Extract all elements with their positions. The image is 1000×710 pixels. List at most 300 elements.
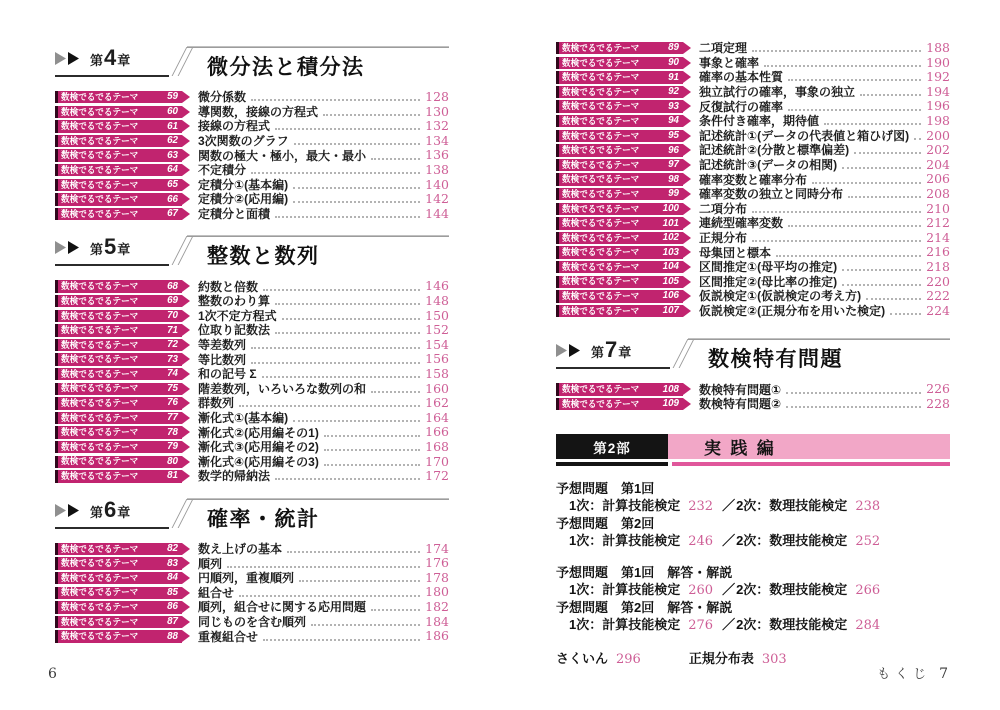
badge-label: 数検でるでるテーマ (562, 101, 640, 112)
theme-badge (556, 173, 683, 185)
chapter-slash-divider (172, 47, 194, 76)
practice-group-answers (556, 564, 950, 634)
left-page-number: 6 (48, 666, 57, 682)
practice-detail: 1次：計算技能検定 276 ／2次：数理技能検定 284 (556, 616, 950, 634)
badge-arrow-icon (182, 280, 190, 292)
theme-badge (556, 305, 683, 317)
toc-theme-row (55, 292, 449, 309)
theme-title: 約数と倍数 (198, 279, 259, 294)
toc-theme-row (556, 54, 950, 70)
chapter-6-section (55, 497, 449, 643)
badge-label: 数検でるでるテーマ (61, 572, 139, 584)
dotted-leader (294, 143, 420, 145)
theme-badge (55, 193, 182, 205)
theme-title: 重複組合せ (198, 629, 259, 644)
theme-badge (556, 290, 683, 302)
practice-page-number: 252 (855, 533, 881, 549)
badge-label: 数検でるでるテーマ (61, 397, 139, 409)
chapter-slash-divider (172, 236, 194, 265)
badge-arrow-icon (683, 383, 691, 395)
dotted-leader (764, 65, 921, 67)
dotted-leader (275, 332, 420, 334)
theme-title: 仮説検定①(仮説検定の考え方) (699, 289, 862, 304)
theme-number: 107 (662, 305, 679, 317)
theme-badge (556, 217, 683, 229)
badge-label: 数検でるでるテーマ (562, 71, 640, 83)
theme-page-number: 154 (425, 336, 449, 352)
toc-theme-row (55, 438, 449, 455)
theme-page-number: 190 (926, 54, 950, 70)
part-2-banner (556, 434, 950, 466)
dotted-leader (788, 79, 921, 81)
theme-page-number: 134 (425, 132, 449, 148)
theme-page-number: 222 (926, 288, 950, 304)
dotted-leader (251, 362, 420, 364)
toc-theme-row (55, 193, 449, 206)
toc-theme-row (55, 397, 449, 410)
theme-badge (55, 164, 182, 176)
theme-badge (55, 179, 182, 191)
theme-number: 95 (668, 129, 679, 141)
theme-page-number: 184 (425, 613, 449, 629)
toc-theme-row (556, 290, 950, 303)
toc-theme-row (556, 273, 950, 289)
theme-number: 98 (668, 173, 679, 185)
badge-arrow-icon (182, 193, 190, 205)
chapter-7-theme-list (556, 383, 950, 410)
theme-title: 関数の極大・極小，最大・最小 (198, 148, 367, 163)
theme-number: 100 (662, 202, 679, 214)
badge-label: 数検でるでるテーマ (61, 281, 139, 292)
badge-arrow-icon (182, 412, 190, 424)
theme-page-number: 226 (926, 381, 950, 397)
toc-theme-row (556, 115, 950, 128)
badge-label: 数検でるでるテーマ (61, 135, 139, 147)
theme-title: 数検特有問題① (699, 382, 782, 397)
badge-label: 数検でるでるテーマ (61, 427, 139, 438)
theme-page-number: 136 (425, 147, 449, 163)
chapter-slash-divider (172, 499, 194, 528)
badge-label: 数検でるでるテーマ (562, 217, 640, 229)
theme-page-number: 140 (425, 176, 449, 192)
dotted-leader (275, 303, 420, 305)
theme-number: 73 (167, 353, 178, 365)
badge-arrow-icon (683, 261, 691, 273)
theme-badge (556, 159, 683, 171)
right-page (556, 0, 950, 667)
chapter-4-theme-list (55, 91, 449, 220)
theme-page-number: 182 (425, 599, 449, 615)
dotted-leader (866, 298, 921, 300)
theme-badge (556, 203, 683, 215)
theme-badge (556, 42, 683, 54)
chapter-title: 確率・統計 (207, 507, 320, 531)
theme-number: 72 (167, 339, 178, 351)
dotted-leader (227, 566, 420, 568)
toc-theme-row (556, 395, 950, 412)
theme-badge (55, 135, 182, 147)
badge-arrow-icon (182, 339, 190, 351)
theme-badge (55, 397, 182, 409)
dotted-leader (788, 109, 921, 111)
theme-page-number: 144 (425, 205, 449, 221)
toc-theme-row (556, 156, 950, 173)
theme-number: 106 (662, 290, 679, 302)
theme-page-number: 130 (425, 103, 449, 119)
dotted-leader (251, 172, 420, 174)
theme-title: 確率の基本性質 (699, 70, 784, 85)
chapter-topline (187, 498, 449, 500)
badge-arrow-icon (683, 42, 691, 54)
badge-arrow-icon (683, 86, 691, 98)
badge-label: 数検でるでるテーマ (61, 587, 139, 598)
toc-theme-row (55, 176, 449, 192)
theme-title: 等比数列 (198, 352, 247, 367)
right-page-number: 7 (939, 666, 948, 682)
badge-arrow-icon (182, 295, 190, 307)
theme-badge (556, 130, 683, 142)
theme-badge (556, 71, 683, 83)
badge-label: 数検でるでるテーマ (61, 368, 139, 380)
theme-page-number: 170 (425, 453, 449, 469)
dotted-leader (293, 201, 420, 203)
badge-label: 数検でるでるテーマ (562, 203, 640, 214)
theme-title: 組合せ (198, 585, 235, 600)
toc-theme-row (55, 103, 449, 119)
theme-page-number: 176 (425, 555, 449, 571)
theme-badge (55, 280, 182, 292)
theme-page-number: 214 (926, 229, 950, 245)
toc-theme-row (556, 83, 950, 100)
theme-number: 103 (662, 246, 679, 258)
badge-arrow-icon (683, 57, 691, 69)
theme-number: 93 (668, 100, 679, 112)
theme-page-number: 204 (926, 156, 950, 172)
chapter-number-text: 第 4 章 (90, 45, 131, 70)
badge-label: 数検でるでるテーマ (562, 276, 640, 287)
badge-label: 数検でるでるテーマ (61, 120, 139, 132)
theme-page-number: 164 (425, 409, 449, 425)
theme-title: 和の記号 Σ (198, 367, 257, 382)
badge-label: 数検でるでるテーマ (562, 232, 640, 243)
chapter-5-theme-list (55, 280, 449, 482)
badge-arrow-icon (683, 159, 691, 171)
theme-number: 65 (167, 178, 178, 190)
theme-page-number: 208 (926, 185, 950, 201)
badge-label: 数検でるでるテーマ (61, 106, 139, 117)
theme-title: 二項定理 (699, 41, 748, 56)
theme-badge (55, 295, 182, 307)
theme-badge (556, 115, 683, 127)
badge-arrow-icon (182, 426, 190, 438)
toc-theme-row (55, 380, 449, 396)
theme-title: 漸化式①(基本編) (198, 410, 289, 425)
dotted-leader (842, 269, 921, 271)
dotted-leader (752, 211, 921, 213)
theme-number: 94 (668, 115, 679, 127)
dotted-leader (842, 284, 921, 286)
badge-label: 数検でるでるテーマ (61, 339, 139, 350)
dotted-leader (293, 187, 420, 189)
theme-page-number: 168 (425, 438, 449, 454)
theme-badge (55, 630, 182, 642)
chapter-7-header (556, 337, 950, 373)
dotted-leader (854, 152, 921, 154)
theme-badge (55, 339, 182, 351)
theme-number: 81 (167, 470, 178, 482)
badge-label: 数検でるでるテーマ (562, 42, 640, 54)
theme-number: 64 (167, 164, 178, 176)
badge-arrow-icon (683, 115, 691, 127)
theme-number: 99 (668, 188, 679, 200)
practice-page-number: 266 (855, 582, 881, 598)
badge-label: 数検でるでるテーマ (562, 305, 640, 316)
theme-page-number: 172 (425, 468, 449, 484)
theme-number: 91 (668, 71, 679, 83)
theme-page-number: 174 (425, 540, 449, 556)
dotted-leader (371, 391, 420, 393)
badge-label: 数検でるでるテーマ (61, 354, 139, 365)
badge-arrow-icon (182, 456, 190, 468)
toc-theme-row (556, 302, 950, 318)
theme-title: 順列，組合せに関する応用問題 (198, 600, 367, 615)
theme-title: 円順列，重複順列 (198, 571, 295, 586)
practice-group-questions (556, 480, 950, 550)
theme-page-number: 156 (425, 351, 449, 367)
theme-page-number: 158 (425, 365, 449, 381)
practice-page-number: 246 (688, 533, 714, 549)
index-page-number: 296 (616, 651, 641, 667)
toc-theme-row (556, 173, 950, 186)
theme-number: 108 (662, 383, 679, 395)
normal-table-label: 正規分布表 (688, 650, 754, 666)
theme-badge (556, 261, 683, 273)
theme-title: 順列 (198, 556, 223, 571)
theme-number: 96 (668, 144, 679, 156)
toc-theme-row (55, 353, 449, 366)
dotted-leader (786, 406, 921, 408)
chapter-title: 整数と数列 (207, 245, 320, 269)
badge-arrow-icon (182, 543, 190, 555)
toc-theme-row (55, 426, 449, 439)
dotted-leader (262, 376, 421, 378)
theme-title: 記述統計①(データの代表値と箱ひげ図) (699, 128, 910, 143)
theme-title: 数え上げの基本 (198, 541, 283, 556)
badge-arrow-icon (182, 557, 190, 569)
badge-arrow-icon (683, 290, 691, 302)
theme-page-number: 228 (926, 395, 950, 411)
dotted-leader (263, 289, 420, 291)
badge-arrow-icon (683, 71, 691, 83)
theme-number: 71 (167, 324, 178, 336)
badge-label: 数検でるでるテーマ (562, 86, 640, 98)
badge-arrow-icon (182, 149, 190, 161)
badge-arrow-icon (182, 383, 190, 395)
theme-badge (55, 441, 182, 453)
dotted-leader (860, 94, 921, 96)
theme-badge (556, 100, 683, 112)
toc-theme-row (55, 455, 449, 468)
theme-page-number: 200 (926, 127, 950, 143)
chapter-5-section (55, 234, 449, 482)
theme-title: 母集団と標本 (699, 245, 772, 260)
toc-theme-row (556, 246, 950, 259)
theme-number: 69 (167, 295, 178, 307)
toc-theme-row (556, 217, 950, 230)
badge-label: 数検でるでるテーマ (61, 164, 139, 176)
badge-arrow-icon (182, 616, 190, 628)
toc-theme-row (55, 336, 449, 353)
theme-number: 87 (167, 616, 178, 628)
toc-theme-row (55, 601, 449, 614)
theme-number: 59 (167, 91, 178, 103)
toc-theme-row (55, 132, 449, 149)
badge-label: 数検でるでるテーマ (61, 543, 139, 554)
theme-page-number: 216 (926, 244, 950, 260)
index-label: さくいん (556, 650, 609, 666)
badge-arrow-icon (683, 203, 691, 215)
chapter-4-header (55, 45, 449, 81)
theme-badge (55, 310, 182, 322)
theme-title: 定積分②(応用編) (198, 192, 289, 207)
theme-title: 条件付き確率，期待値 (699, 114, 820, 129)
theme-page-number: 220 (926, 273, 950, 289)
theme-number: 76 (167, 397, 178, 409)
toc-theme-row (55, 540, 449, 556)
toc-theme-row (556, 229, 950, 246)
theme-title: 数検特有問題② (699, 397, 782, 412)
theme-title: 区間推定②(母比率の推定) (699, 274, 838, 289)
badge-arrow-icon (683, 130, 691, 142)
theme-title: 反復試行の確率 (699, 99, 784, 114)
toc-theme-row (55, 409, 449, 425)
theme-number: 78 (167, 426, 178, 438)
dotted-leader (293, 420, 420, 422)
dotted-leader (263, 639, 420, 641)
dotted-leader (239, 405, 420, 407)
badge-label: 数検でるでるテーマ (61, 441, 139, 453)
dotted-leader (812, 182, 921, 184)
badge-arrow-icon (182, 441, 190, 453)
theme-badge (55, 120, 182, 132)
theme-title: 群数列 (198, 396, 235, 411)
badge-label: 数検でるでるテーマ (562, 174, 640, 185)
theme-title: 区間推定①(母平均の推定) (699, 260, 838, 275)
theme-page-number: 186 (425, 628, 449, 644)
chapter-4-section (55, 45, 449, 220)
badge-label: 数検でるでるテーマ (562, 159, 640, 170)
badge-arrow-icon (182, 470, 190, 482)
double-triangle-icon (55, 241, 83, 254)
right-page-footer (877, 663, 948, 682)
badge-label: 数検でるでるテーマ (61, 630, 139, 642)
theme-number: 83 (167, 557, 178, 569)
theme-number: 86 (167, 601, 178, 613)
theme-badge (55, 106, 182, 118)
left-page (55, 0, 449, 645)
dotted-leader (786, 392, 921, 394)
theme-title: 3次関数のグラフ (198, 134, 289, 149)
practice-page-number: 284 (855, 617, 881, 633)
chapter-topline (187, 235, 449, 237)
theme-page-number: 128 (425, 89, 449, 105)
dotted-leader (848, 196, 921, 198)
chapter-number-text: 第 5 章 (90, 234, 131, 260)
theme-title: 漸化式③(応用編その2) (198, 440, 319, 455)
practice-page-number: 276 (688, 617, 714, 633)
theme-title: 記述統計③(データの相関) (699, 158, 838, 173)
badge-arrow-icon (683, 276, 691, 288)
theme-page-number: 206 (926, 171, 950, 187)
theme-number: 92 (668, 86, 679, 98)
theme-title: 数学的帰納法 (198, 469, 271, 484)
theme-page-number: 142 (425, 191, 449, 207)
theme-title: 位取り記数法 (198, 323, 271, 338)
theme-badge (55, 412, 182, 424)
theme-page-number: 166 (425, 424, 449, 440)
dotted-leader (752, 50, 921, 52)
dotted-leader (251, 347, 420, 349)
badge-label: 数検でるでるテーマ (562, 130, 640, 141)
theme-title: 等差数列 (198, 338, 247, 353)
theme-badge (556, 232, 683, 244)
dotted-leader (251, 99, 420, 101)
theme-badge (55, 456, 182, 468)
badge-label: 数検でるでるテーマ (61, 557, 139, 569)
badge-arrow-icon (182, 324, 190, 336)
chapter-7-section (556, 337, 950, 410)
toc-theme-row (556, 42, 950, 55)
dotted-leader (299, 580, 420, 582)
dotted-leader (287, 551, 420, 553)
chapter-number-text: 第 6 章 (90, 496, 131, 522)
dotted-leader (324, 464, 420, 466)
practice-page-number: 232 (688, 498, 714, 514)
dotted-leader (824, 123, 921, 125)
theme-badge (55, 601, 182, 613)
theme-page-number: 152 (425, 322, 449, 338)
badge-label: 数検でるでるテーマ (61, 412, 139, 423)
chapter-topline (187, 46, 449, 48)
theme-number: 63 (167, 149, 178, 161)
badge-label: 数検でるでるテーマ (562, 144, 640, 156)
badge-label: 数検でるでるテーマ (61, 91, 139, 103)
theme-page-number: 194 (926, 83, 950, 99)
theme-title: 確率変数と確率分布 (699, 172, 808, 187)
theme-badge (55, 208, 182, 220)
badge-label: 数検でるでるテーマ (61, 179, 139, 190)
theme-badge (55, 543, 182, 555)
badge-arrow-icon (683, 246, 691, 258)
badge-label: 数検でるでるテーマ (61, 150, 139, 161)
dotted-leader (890, 313, 921, 315)
practice-detail: 1次：計算技能検定 246 ／2次：数理技能検定 252 (556, 532, 950, 550)
theme-badge (55, 91, 182, 103)
theme-badge (556, 188, 683, 200)
dotted-leader (323, 114, 420, 116)
badge-label: 数検でるでるテーマ (61, 324, 139, 336)
toc-theme-row (55, 586, 449, 599)
badge-arrow-icon (182, 397, 190, 409)
dotted-leader (275, 478, 420, 480)
theme-page-number: 148 (425, 292, 449, 308)
badge-arrow-icon (683, 173, 691, 185)
chapter-6-theme-list (55, 540, 449, 644)
practice-detail: 1次：計算技能検定 232 ／2次：数理技能検定 238 (556, 497, 950, 515)
badge-arrow-icon (182, 572, 190, 584)
toc-theme-row (55, 120, 449, 133)
dotted-leader (788, 225, 921, 227)
